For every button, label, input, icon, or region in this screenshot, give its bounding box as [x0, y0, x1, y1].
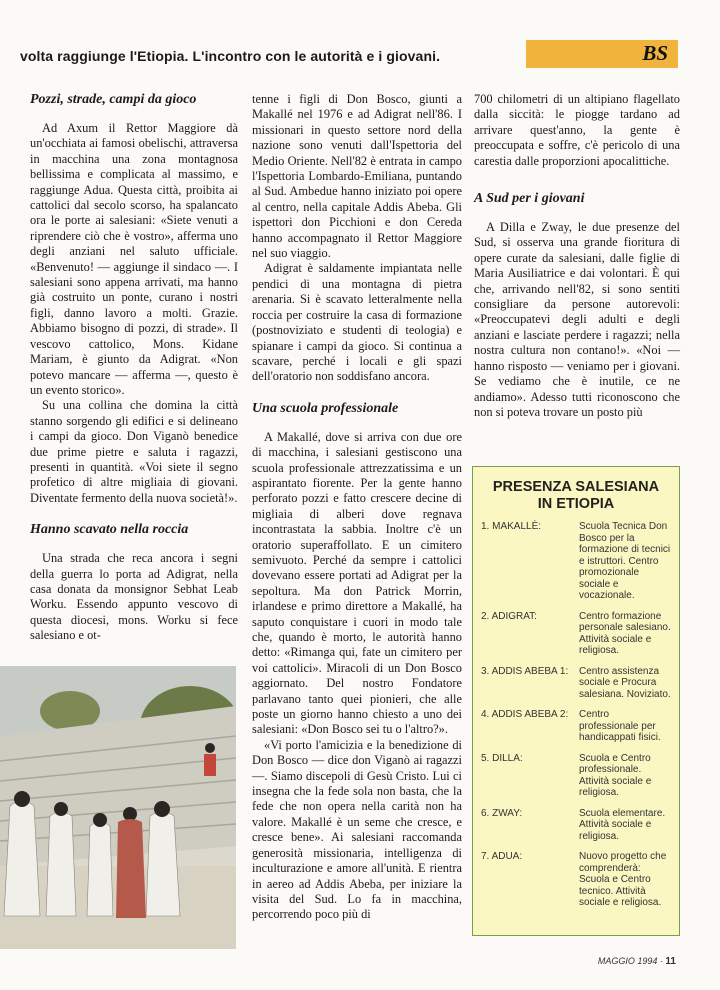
place-description: Scuola Tecnica Don Bosco per la formazione di tecnici e istruttori. Centro promozionale sociale e vocazionale. [579, 521, 671, 601]
column-3 [474, 92, 680, 420]
list-item [481, 666, 671, 701]
place-label: 1. MAKALLÈ: [481, 521, 542, 532]
place-label: 3. ADDIS ABEBA 1: [481, 665, 569, 677]
list-item [481, 709, 671, 744]
column-1 [30, 92, 238, 644]
list-item [481, 753, 671, 799]
list-item [481, 851, 671, 909]
page-footer: MAGGIO 1994 · 11 [597, 956, 676, 967]
place-label: 2. ADIGRAT: [481, 610, 537, 622]
box-title [473, 479, 679, 513]
section-heading: A Sud per i giovani [474, 191, 585, 207]
column-2 [252, 92, 462, 923]
place-label: 6. ZWAY: [481, 807, 523, 819]
paragraph: Su una collina che domina la città stanno sorgendo gli edifici e si delineano i campi da gioco. Don Viganò benedice due prime pietre e saluta i ragazzi, presenti in quantità. «Voi siete il segno profetico di altre migliaia di giovani. Diventate fermento della nuova società!». [30, 398, 238, 505]
photo-children-on-steps [0, 666, 236, 949]
list-item [481, 521, 671, 602]
page-number: 11 [665, 956, 676, 967]
paragraph: Adigrat è saldamente impiantata nelle pendici di una montagna di pietra arenaria. Si è scavato letteralmente nella roccia per costruire la casa di formazione (postnoviziato e studenti di teologia) e spianare i campi da gioco. Si continua a scavare, perché i locali e gli spazi dell'oratorio non soddisfano ancora. [252, 261, 462, 384]
paragraph: A Makallé, dove si arriva con due ore di macchina, i salesiani gestiscono una scuola professionale attrezzatissima e un aspirantato fiorente. Per la gente hanno perforato pozzi e fatto crescere decine di migliaia di alberi dove regnava incontrastata la sabbia. Inoltre c'è un oratorio superaffollato. E un cimitero semivuoto. Perché da sempre i cattolici dovevano essere portati ad Adigrat per la sepoltura. Ma don Patrick Morrin, irlandese e primo direttore a Makallé, ha saputo conquistare i cuori in modo tale che, quando è morto, le autorità hanno detto: «Rimanga qui, fate un cimitero per voi cattolici». Miracoli di un Don Bosco aggiornato. Del nostro Fondatore parlavano tanto quei pionieri, che alle poste un giorno hanno chiesto a uno dei salesiani: «Don Bosco sei tu o l'altro?». [252, 429, 462, 737]
salesian-presence-box [472, 466, 680, 936]
place-label: 7. ADUA: [481, 851, 523, 862]
box-title-line: PRESENZA SALESIANA [492, 479, 660, 495]
place-description: Centro professionale per handicappati fisici. [579, 709, 661, 743]
section-heading: Hanno scavato nella roccia [30, 522, 189, 538]
paragraph: A Dilla e Zway, le due presenze del Sud, si osserva una grande fioritura di opere curate da salesiani, dalle figlie di Maria Ausiliatrice e dai volontari. È qui che, arrivando nell'82, si sono sentiti consigliare da persone autorevoli: «Preoccupatevi degli adulti e degli anziani e lasciate perdere i ragazzi; nella nostra cultura non contano!». «Noi — hanno risposto — veniamo per i giovani. Se vediamo che è inutile, ce ne andiamo». Adesso tutti riconoscono che non si poteva trovare un posto più [474, 220, 680, 419]
issue-date: MAGGIO 1994 [597, 956, 658, 966]
section-heading: Una scuola professionale [252, 400, 399, 416]
list-item [481, 808, 671, 843]
paragraph: Ad Axum il Rettor Maggiore dà un'occhiata ai famosi obelischi, attraversa in macchina una zona montagnosa bellissima e complicata al massimo, e raggiunge Adua. Questa città, proibita ai cattolici dal secolo scorso, ha spalancato ora le porte ai salesiani: «Siete venuti a riprendere ciò che è vostro», afferma uno degli anziani nel saluto ufficiale. «Benvenuto! — aggiunge il sindaco —. I salesiani sono appena arrivati, ma hanno già costruito un ponte, curano i nostri figli, danno lavoro a molti. Grazie. Abbiamo bisogno di pozzi, di strade». Il vescovo cattolico, Mons. Kidane Mariam, è giunto da Adigrat. «Non potevo mancare — afferma —, questo è un evento storico». [30, 121, 238, 397]
place-description: Nuovo progetto che comprenderà: Scuola e Centro tecnico. Attività sociale e religiosa. [579, 851, 667, 908]
place-description: Centro assistenza sociale e Procura salesiana. Noviziato. [579, 665, 671, 700]
box-title-line: IN ETIOPIA [537, 496, 615, 512]
list-item [481, 611, 671, 657]
paragraph: «Vi porto l'amicizia e la benedizione di Don Bosco — dice don Viganò ai ragazzi —. Siamo discepoli di Gesù Cristo. Lui ci insegna che la fede sola non basta, che la fede che non opera nella carità non ha valore. Makallé è un seme che cresce, e cresce bene». Ai salesiani raccomanda generosità missionaria, intelligenza di inculturazione e amore all'unità. E rientra in aereo ad Addis Abeba, per iniziare la visita del Sud. Lo fa in macchina, percorrendo poco più di [252, 737, 462, 922]
place-description: Scuola elementare. Attività sociale e religiosa. [579, 807, 666, 842]
paragraph: tenne i figli di Don Bosco, giunti a Makallé nel 1976 e ad Adigrat nell'86. I missionari in questo settore nord della nazione sono venuti dall'Ispettoria del Medio Oriente. Nell'82 è entrata in campo l'Ispettoria Lombardo-Emiliana, puntando al Sud. Ambedue hanno iniziato poi opere al centro, nella capitale Addis Abeba. Gli ispettori don Picchioni e don Cereda hanno accompagnato il Rettor Maggiore nel suo viaggio. [252, 92, 462, 261]
place-description: Scuola e Centro professionale. Attività sociale e religiosa. [579, 752, 652, 798]
photo-illustration [0, 666, 236, 949]
section-heading: Pozzi, strade, campi da gioco [30, 92, 197, 107]
magazine-logo: BS [642, 41, 668, 65]
place-label: 5. DILLA: [481, 752, 523, 764]
paragraph: Una strada che reca ancora i segni della guerra lo porta ad Adigrat, nella casa donata da monsignor Sebhat Leab Worku. Essendo appunto vescovo di questa diocesi, mons. Worku si fece salesiano e ot- [30, 551, 238, 643]
paragraph: 700 chilometri di un altipiano flagellato dalla siccità: le piogge tardano ad arrivare quest'anno, la gente è preoccupata e soffre, c'è pericolo di una carestia dalle proporzioni apocalittiche. [474, 92, 680, 168]
place-label: 4. ADDIS ABEBA 2: [481, 709, 569, 720]
page-headline: volta raggiunge l'Etiopia. L'incontro con le autorità e i giovani. [20, 48, 441, 64]
place-description: Centro formazione personale salesiano. Attività sociale e religiosa. [579, 610, 671, 656]
magazine-tab [526, 40, 678, 68]
